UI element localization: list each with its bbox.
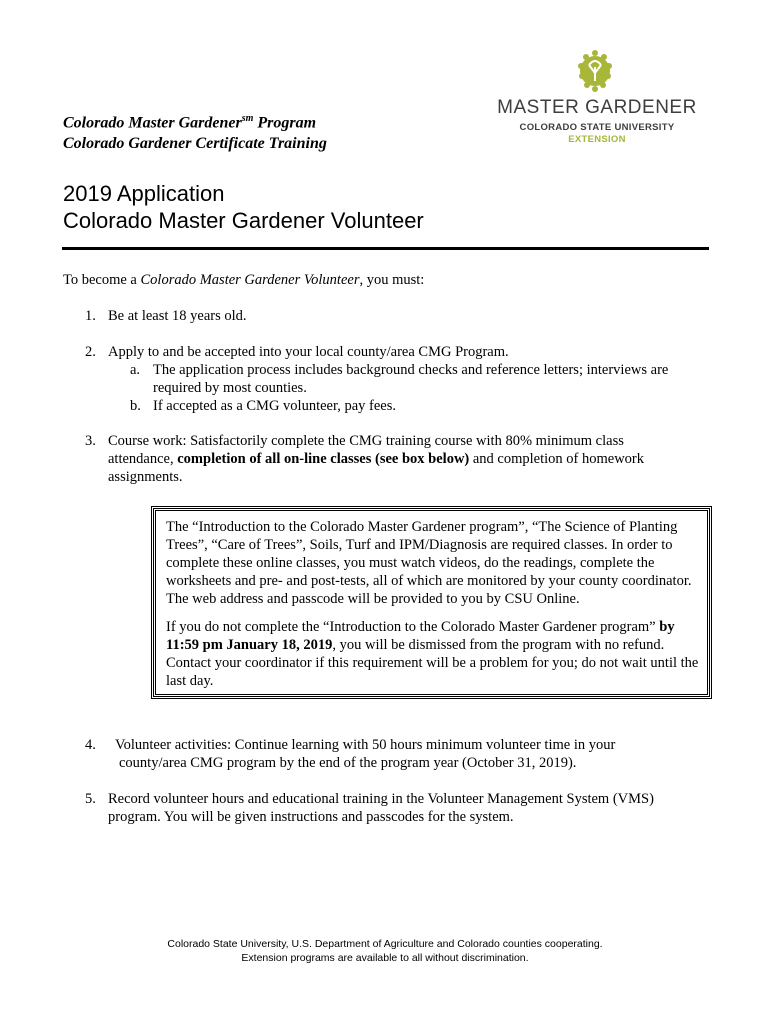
requirement-number: 5. [85, 791, 96, 807]
page-title-line1: 2019 Application [63, 181, 225, 206]
online-classes-box [153, 508, 710, 697]
service-mark: sm [241, 113, 254, 124]
online-classes-paragraph: The “Introduction to the Colorado Master Gardener program”, “The Science of Planting Trees”, “Care of Trees”, Soils, Turf and IPM/Diagnosis are required classes. In order to complete these online classes, you must watch videos, do the readings, complete the worksheets and pre- and post-tests, all of which are monitored by your county coordinator. The web address and passcode will be provided to you by CSU Online. [166, 519, 692, 607]
requirement-text: Record volunteer hours and educational training in the Volunteer Management System (VMS) program. You will be given instructions and passcodes for the system. [108, 791, 654, 825]
requirement-number: 4. [85, 737, 96, 753]
intro-text: To become a Colorado Master Gardener Volunteer, you must: [63, 272, 425, 288]
requirement-number: 3. [85, 433, 96, 449]
training-line: Colorado Gardener Certificate Training [63, 135, 327, 153]
deadline-paragraph: If you do not complete the “Introduction to the Colorado Master Gardener program” by 11:59 pm January 18, 2019, you will be dismissed from the program with no refund. Contact your coordinator if this requirement will be a problem for you; do not wait until the last day. [166, 619, 699, 689]
title-divider [62, 247, 709, 250]
deadline-date: by 11:59 pm January 18, 2019 [166, 619, 675, 653]
requirement-text: Apply to and be accepted into your local county/area CMG Program. [108, 344, 509, 360]
logo-title: MASTER GARDENER [497, 97, 697, 118]
program-name-line: Colorado Master Gardener$^{sm}$ Program [63, 113, 317, 132]
requirement-number: 1. [85, 308, 96, 324]
footer-line2: Extension programs are available to all without discrimination. [241, 952, 529, 964]
footer [0, 937, 770, 965]
requirement-text: Be at least 18 years old. [108, 308, 247, 324]
logo-university: COLORADO STATE UNIVERSITY [519, 122, 675, 133]
page-title-line2: Colorado Master Gardener Volunteer [63, 208, 424, 233]
footer-line1: Colorado State University, U.S. Department of Agriculture and Colorado counties cooperating. [167, 938, 603, 950]
program-header [63, 108, 327, 154]
requirement-text: Course work: Satisfactorily complete the CMG training course with 80% minimum class attendance, completion of all on-line classes (see box below) and completion of homework assignments. [108, 433, 645, 485]
requirement-text: Volunteer activities: Continue learning with 50 hours minimum volunteer time in your county/area CMG program by the end of the program year (October 31, 2019). [115, 737, 616, 771]
leaf-emblem-icon [575, 45, 615, 95]
online-classes-emphasis: completion of all on-line classes (see box below) [177, 451, 470, 467]
logo-extension: EXTENSION [568, 134, 626, 145]
requirement-number: 2. [85, 344, 96, 360]
intro-emphasis: Colorado Master Gardener Volunteer [140, 272, 360, 288]
page-title [63, 180, 424, 234]
master-gardener-logo [495, 45, 700, 145]
